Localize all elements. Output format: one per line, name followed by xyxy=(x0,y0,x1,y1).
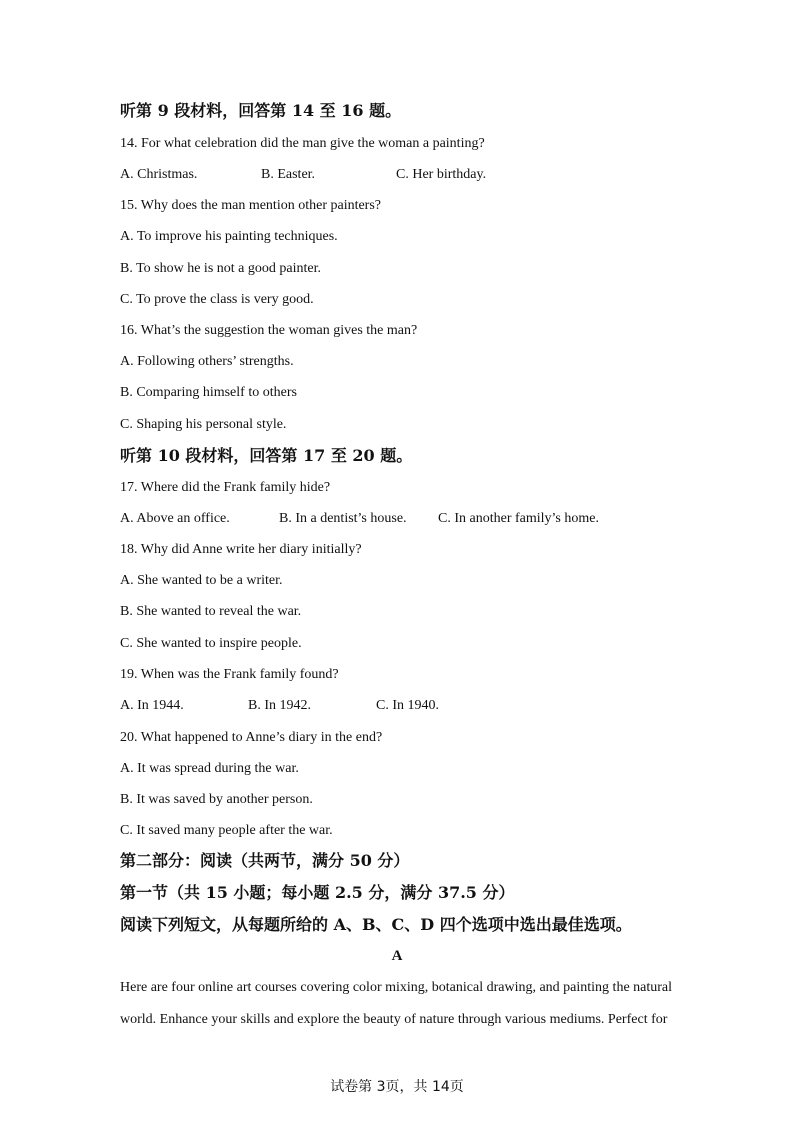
q15-option-b: B. To show he is not a good painter. xyxy=(120,261,321,276)
q20-option-c: C. It saved many people after the war. xyxy=(120,823,333,838)
q19-option-b: B. In 1942. xyxy=(248,698,311,713)
question-17: 17. Where did the Frank family hide? xyxy=(120,480,331,495)
q19-option-a: A. In 1944. xyxy=(120,698,184,713)
q20-option-a: A. It was spread during the war. xyxy=(120,761,299,776)
question-15: 15. Why does the man mention other painters? xyxy=(120,198,382,213)
q18-option-a: A. She wanted to be a writer. xyxy=(120,573,283,588)
page-footer: 试卷第 3页，共 14页 xyxy=(330,1079,464,1095)
q19-option-c: C. In 1940. xyxy=(376,698,439,713)
reading-instructions: 阅读下列短文，从每题所给的 A、B、C、D 四个选项中选出最佳选项。 xyxy=(120,915,632,934)
q17-option-a: A. Above an office. xyxy=(120,511,230,526)
q20-option-b: B. It was saved by another person. xyxy=(120,792,313,807)
passage-line-2: world. Enhance your skills and explore the beauty of nature through various mediums. Perfect for xyxy=(120,1012,668,1027)
part-2-heading: 第二部分：阅读（共两节，满分 50 分） xyxy=(120,851,410,870)
q15-option-c: C. To prove the class is very good. xyxy=(120,292,314,307)
q14-option-b: B. Easter. xyxy=(261,167,316,182)
q16-option-b: B. Comparing himself to others xyxy=(120,385,297,400)
part-2-section-1-heading: 第一节（共 15 小题；每小题 2.5 分，满分 37.5 分） xyxy=(120,883,515,902)
question-18: 18. Why did Anne write her diary initially? xyxy=(120,542,362,557)
question-19: 19. When was the Frank family found? xyxy=(120,667,339,682)
passage-line-1: Here are four online art courses covering color mixing, botanical drawing, and painting the natural xyxy=(120,980,673,995)
q15-option-a: A. To improve his painting techniques. xyxy=(120,229,338,244)
q16-option-c: C. Shaping his personal style. xyxy=(120,417,287,432)
q17-option-c: C. In another family’s home. xyxy=(438,511,599,526)
q14-option-c: C. Her birthday. xyxy=(396,167,487,182)
question-20: 20. What happened to Anne’s diary in the end? xyxy=(120,730,383,745)
section-10-heading: 听第 10 段材料，回答第 17 至 20 题。 xyxy=(120,446,413,465)
q14-option-a: A. Christmas. xyxy=(120,167,198,182)
q17-option-b: B. In a dentist’s house. xyxy=(279,511,407,526)
q18-option-b: B. She wanted to reveal the war. xyxy=(120,604,302,619)
section-9-heading: 听第 9 段材料，回答第 14 至 16 题。 xyxy=(120,101,402,120)
q16-option-a: A. Following others’ strengths. xyxy=(120,354,294,369)
q18-option-c: C. She wanted to inspire people. xyxy=(120,636,302,651)
question-16: 16. What’s the suggestion the woman gives the man? xyxy=(120,323,418,338)
question-14: 14. For what celebration did the man give the woman a painting? xyxy=(120,136,485,151)
passage-label: A xyxy=(391,948,403,964)
